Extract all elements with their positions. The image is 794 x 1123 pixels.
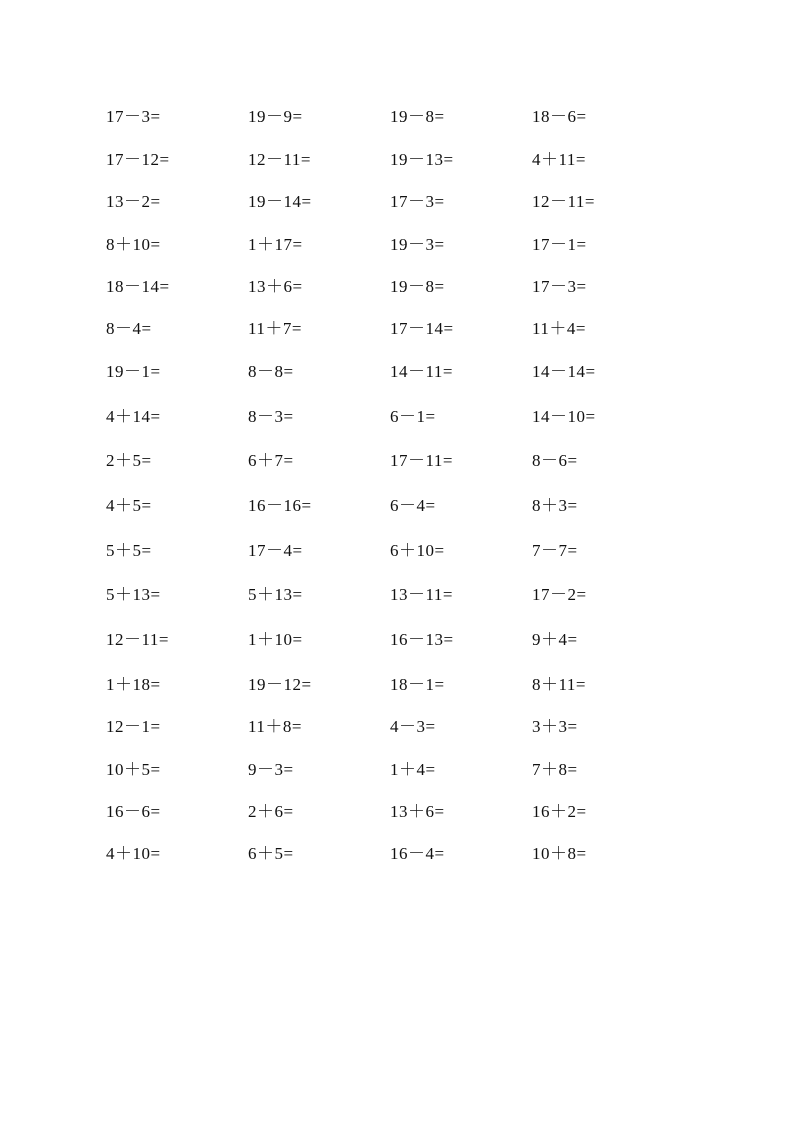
problem: 8＋11= [532, 675, 586, 694]
problem: 6＋7= [248, 451, 294, 470]
problem: 6＋10= [390, 541, 445, 560]
problem: 11＋4= [532, 319, 586, 338]
problem: 9－3= [248, 760, 294, 779]
problem: 17－14= [390, 319, 454, 338]
problem: 4－3= [390, 717, 436, 736]
problem: 5＋13= [248, 585, 303, 604]
problem: 18－6= [532, 107, 587, 126]
problem: 16＋2= [532, 802, 587, 821]
problem-row [0, 275, 794, 299]
problem: 7＋8= [532, 760, 578, 779]
problem: 1＋4= [390, 760, 436, 779]
problem: 4＋5= [106, 496, 152, 515]
problem: 12－11= [106, 630, 169, 649]
problem-row [0, 233, 794, 257]
problem-row [0, 317, 794, 341]
problem-row [0, 148, 794, 172]
problem: 19－3= [390, 235, 445, 254]
problem: 2＋6= [248, 802, 294, 821]
problem: 18－1= [390, 675, 445, 694]
problem: 1＋18= [106, 675, 161, 694]
problem-row [0, 405, 794, 429]
problem: 17－11= [390, 451, 453, 470]
problem: 9＋4= [532, 630, 578, 649]
problem: 3＋3= [532, 717, 578, 736]
problem: 17－3= [390, 192, 445, 211]
problem: 13－11= [390, 585, 453, 604]
problem: 8－4= [106, 319, 152, 338]
problem: 7－7= [532, 541, 578, 560]
problem-row [0, 715, 794, 739]
problem: 19－14= [248, 192, 312, 211]
problem: 17－3= [106, 107, 161, 126]
problem-row [0, 673, 794, 697]
problem: 10＋5= [106, 760, 161, 779]
problem-row [0, 842, 794, 866]
problem-row [0, 583, 794, 607]
problem: 4＋14= [106, 407, 161, 426]
problem: 11＋8= [248, 717, 302, 736]
problem: 14－10= [532, 407, 596, 426]
problem: 6－4= [390, 496, 436, 515]
problem: 8＋10= [106, 235, 161, 254]
problem: 19－9= [248, 107, 303, 126]
problem-row [0, 449, 794, 473]
problem: 8－8= [248, 362, 294, 381]
problem: 19－1= [106, 362, 161, 381]
problem: 14－14= [532, 362, 596, 381]
problem-row [0, 758, 794, 782]
problem: 8－6= [532, 451, 578, 470]
problem: 13＋6= [390, 802, 445, 821]
problem-row [0, 105, 794, 129]
problem: 17－12= [106, 150, 170, 169]
problem-row [0, 539, 794, 563]
problem: 1＋17= [248, 235, 303, 254]
problem: 17－3= [532, 277, 587, 296]
problem: 16－4= [390, 844, 445, 863]
problem: 14－11= [390, 362, 453, 381]
problem: 2＋5= [106, 451, 152, 470]
problem: 17－1= [532, 235, 587, 254]
problem-row [0, 494, 794, 518]
problem: 19－13= [390, 150, 454, 169]
problem: 16－6= [106, 802, 161, 821]
problem: 19－12= [248, 675, 312, 694]
problem: 17－4= [248, 541, 303, 560]
problem: 13－2= [106, 192, 161, 211]
problem: 12－11= [248, 150, 311, 169]
problem: 5＋5= [106, 541, 152, 560]
problem: 12－1= [106, 717, 161, 736]
problem-row [0, 628, 794, 652]
problem: 8＋3= [532, 496, 578, 515]
problem: 19－8= [390, 277, 445, 296]
problem-row [0, 360, 794, 384]
problem: 10＋8= [532, 844, 587, 863]
problem: 16－16= [248, 496, 312, 515]
problem: 19－8= [390, 107, 445, 126]
problem: 17－2= [532, 585, 587, 604]
problem: 16－13= [390, 630, 454, 649]
problem: 1＋10= [248, 630, 303, 649]
problem: 12－11= [532, 192, 595, 211]
problem: 13＋6= [248, 277, 303, 296]
problem: 8－3= [248, 407, 294, 426]
problem-row [0, 190, 794, 214]
problem: 4＋11= [532, 150, 586, 169]
problem: 18－14= [106, 277, 170, 296]
problem: 11＋7= [248, 319, 302, 338]
problem: 5＋13= [106, 585, 161, 604]
problem-row [0, 800, 794, 824]
problem: 6＋5= [248, 844, 294, 863]
problem: 6－1= [390, 407, 436, 426]
problem: 4＋10= [106, 844, 161, 863]
